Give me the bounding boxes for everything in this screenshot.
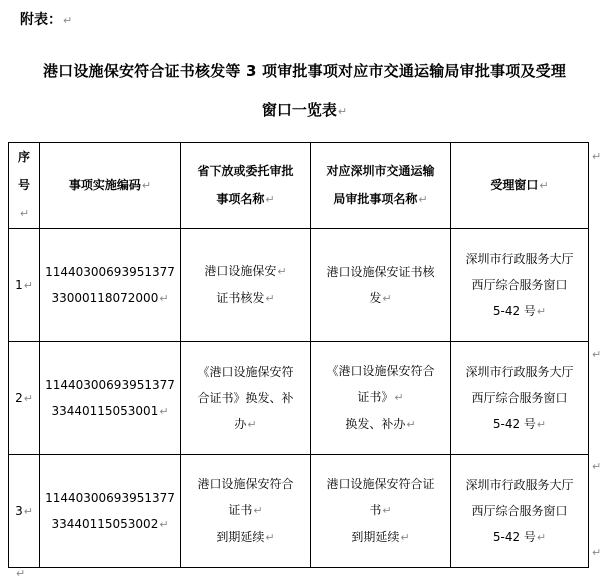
table-header-row: [9, 143, 589, 229]
cell-number: 3↵: [9, 455, 40, 568]
cell-shenzhen-item: 《港口设施保安符合 证书》↵ 换发、补办↵: [311, 342, 451, 455]
table-row: [9, 229, 589, 342]
row-end-mark-icon: ↵: [592, 150, 602, 163]
cell-code: 11440300693951377 33000118072000↵: [40, 229, 181, 342]
paragraph-mark-icon: ↵: [337, 105, 348, 118]
header-cell-code: 事项实施编码↵: [40, 143, 181, 229]
cell-code: 11440300693951377 33440115053002↵: [40, 455, 181, 568]
approval-items-table: [8, 142, 589, 568]
row-end-mark-icon: ↵: [592, 348, 602, 361]
paragraph-mark-icon: ↵: [16, 567, 26, 580]
row-end-mark-icon: ↵: [592, 460, 602, 473]
row-end-mark-icon: ↵: [592, 546, 602, 559]
cell-code: 11440300693951377 33440115053001↵: [40, 342, 181, 455]
cell-provincial-item: 港口设施保安符合 证书↵ 到期延续↵: [181, 455, 311, 568]
document-title-line2: 窗口一览表↵: [261, 101, 348, 119]
header-cell-provincial-item: 省下放或委托审批 事项名称↵: [181, 143, 311, 229]
cell-number: 2↵: [9, 342, 40, 455]
cell-shenzhen-item: 港口设施保安符合证 书↵ 到期延续↵: [311, 455, 451, 568]
header-cell-shenzhen-item: 对应深圳市交通运输 局审批事项名称↵: [311, 143, 451, 229]
header-cell-window: 受理窗口↵: [451, 143, 589, 229]
table-row: [9, 342, 589, 455]
header-cell-number: 序 号↵: [9, 143, 40, 229]
cell-number: 1↵: [9, 229, 40, 342]
cell-provincial-item: 港口设施保安↵ 证书核发↵: [181, 229, 311, 342]
attachment-label: 附表：↵: [20, 12, 73, 28]
paragraph-mark-icon: ↵: [63, 14, 73, 27]
cell-window: 深圳市行政服务大厅 西厅综合服务窗口 5-42 号↵: [451, 455, 589, 568]
document-title-line1: 港口设施保安符合证书核发等 3 项审批事项对应市交通运输局审批事项及受理: [42, 62, 567, 80]
cell-window: 深圳市行政服务大厅 西厅综合服务窗口 5-42 号↵: [451, 342, 589, 455]
cell-provincial-item: 《港口设施保安符 合证书》换发、补 办↵: [181, 342, 311, 455]
cell-shenzhen-item: 港口设施保安证书核 发↵: [311, 229, 451, 342]
cell-window: 深圳市行政服务大厅 西厅综合服务窗口 5-42 号↵: [451, 229, 589, 342]
table-row: [9, 455, 589, 568]
